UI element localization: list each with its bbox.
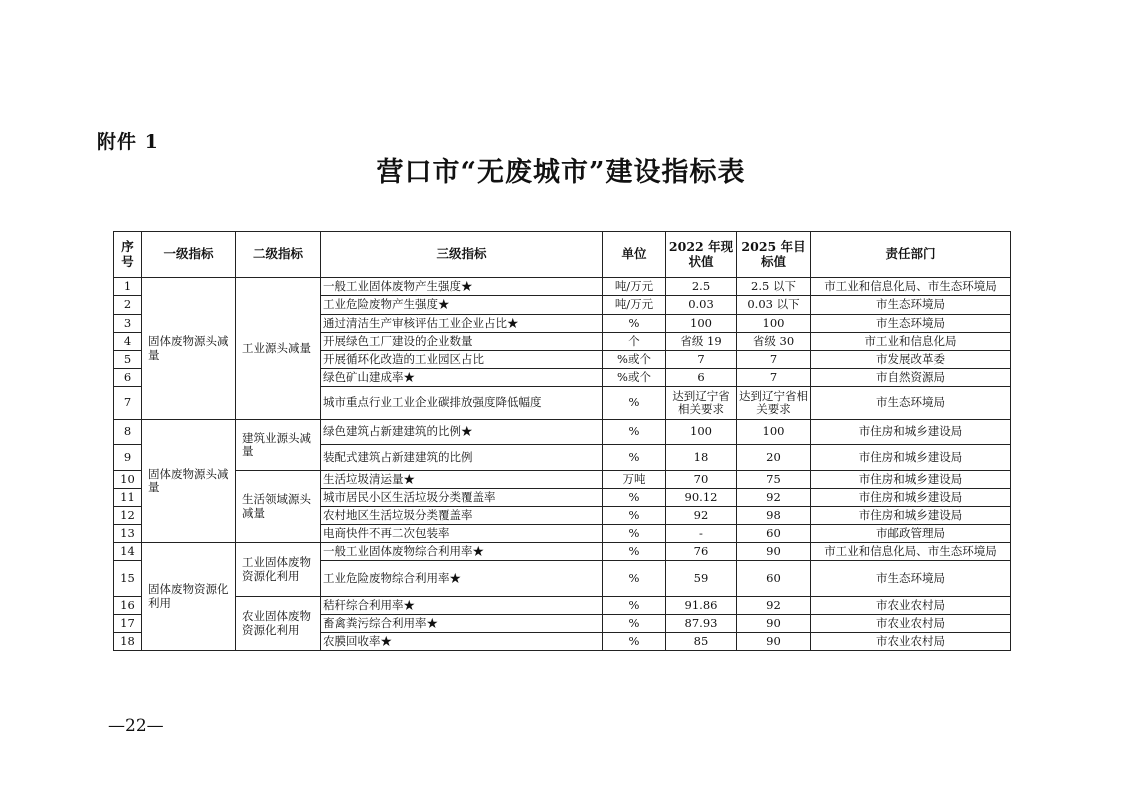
row-no: 3	[114, 315, 142, 333]
value-2022: 0.03	[666, 296, 737, 315]
value-2022: 100	[666, 315, 737, 333]
value-2025: 98	[737, 507, 811, 525]
value-2022: 2.5	[666, 278, 737, 296]
indicator-cell: 一般工业固体废物产生强度★	[321, 278, 603, 296]
row-no: 1	[114, 278, 142, 296]
indicator-cell: 农村地区生活垃圾分类覆盖率	[321, 507, 603, 525]
table-row	[114, 471, 1011, 489]
row-no: 11	[114, 489, 142, 507]
unit-cell: %或个	[603, 351, 666, 369]
value-2025: 92	[737, 489, 811, 507]
value-2025: 60	[737, 561, 811, 597]
indicator-cell: 生活垃圾清运量★	[321, 471, 603, 489]
row-no: 6	[114, 369, 142, 387]
table-header-row	[114, 232, 1011, 278]
unit-cell: %	[603, 615, 666, 633]
indicator-cell: 秸秆综合利用率★	[321, 597, 603, 615]
page-number: —22—	[108, 716, 164, 736]
unit-cell: 个	[603, 333, 666, 351]
value-2022: -	[666, 525, 737, 543]
indicator-cell: 农膜回收率★	[321, 633, 603, 651]
level2-cell: 农业固体废物资源化利用	[236, 597, 321, 651]
indicator-cell: 绿色矿山建成率★	[321, 369, 603, 387]
indicator-cell: 工业危险废物综合利用率★	[321, 561, 603, 597]
row-no: 8	[114, 420, 142, 445]
value-2025: 100	[737, 420, 811, 445]
dept-cell: 市生态环境局	[811, 387, 1011, 420]
value-2022: 6	[666, 369, 737, 387]
row-no: 4	[114, 333, 142, 351]
unit-cell: %	[603, 507, 666, 525]
dept-cell: 市工业和信息化局	[811, 333, 1011, 351]
table-row	[114, 543, 1011, 561]
value-2022: 18	[666, 445, 737, 471]
row-no: 12	[114, 507, 142, 525]
indicator-cell: 工业危险废物产生强度★	[321, 296, 603, 315]
table-row	[114, 278, 1011, 296]
header-level2: 二级指标	[236, 232, 321, 278]
value-2025: 20	[737, 445, 811, 471]
value-2022: 70	[666, 471, 737, 489]
row-no: 15	[114, 561, 142, 597]
row-no: 2	[114, 296, 142, 315]
header-level1: 一级指标	[142, 232, 236, 278]
table-row	[114, 420, 1011, 445]
dept-cell: 市生态环境局	[811, 296, 1011, 315]
attachment-label: 附件 1	[97, 131, 159, 153]
dept-cell: 市住房和城乡建设局	[811, 420, 1011, 445]
indicator-cell: 一般工业固体废物综合利用率★	[321, 543, 603, 561]
unit-cell: %	[603, 633, 666, 651]
value-2025: 60	[737, 525, 811, 543]
indicator-table	[113, 231, 1011, 651]
value-2025: 75	[737, 471, 811, 489]
unit-cell: %	[603, 597, 666, 615]
unit-cell: %	[603, 561, 666, 597]
indicator-cell: 畜禽粪污综合利用率★	[321, 615, 603, 633]
row-no: 7	[114, 387, 142, 420]
value-2025: 92	[737, 597, 811, 615]
level2-cell: 工业源头减量	[236, 278, 321, 420]
indicator-cell: 绿色建筑占新建建筑的比例★	[321, 420, 603, 445]
level2-cell: 建筑业源头减量	[236, 420, 321, 471]
dept-cell: 市邮政管理局	[811, 525, 1011, 543]
row-no: 14	[114, 543, 142, 561]
dept-cell: 市农业农村局	[811, 615, 1011, 633]
unit-cell: %	[603, 489, 666, 507]
dept-cell: 市自然资源局	[811, 369, 1011, 387]
level1-cell: 固体废物源头减量	[142, 420, 236, 543]
row-no: 16	[114, 597, 142, 615]
header-unit: 单位	[603, 232, 666, 278]
value-2025: 7	[737, 369, 811, 387]
value-2022: 85	[666, 633, 737, 651]
value-2022: 87.93	[666, 615, 737, 633]
unit-cell: 吨/万元	[603, 278, 666, 296]
header-seq: 序号	[114, 232, 142, 278]
row-no: 5	[114, 351, 142, 369]
dept-cell: 市住房和城乡建设局	[811, 445, 1011, 471]
header-dept: 责任部门	[811, 232, 1011, 278]
indicator-cell: 通过清洁生产审核评估工业企业占比★	[321, 315, 603, 333]
dept-cell: 市住房和城乡建设局	[811, 507, 1011, 525]
dept-cell: 市住房和城乡建设局	[811, 489, 1011, 507]
header-2025: 2025 年目标值	[737, 232, 811, 278]
row-no: 9	[114, 445, 142, 471]
dept-cell: 市工业和信息化局、市生态环境局	[811, 543, 1011, 561]
value-2025: 90	[737, 633, 811, 651]
unit-cell: %	[603, 387, 666, 420]
value-2022: 100	[666, 420, 737, 445]
table-row	[114, 597, 1011, 615]
value-2025: 7	[737, 351, 811, 369]
value-2025: 省级 30	[737, 333, 811, 351]
value-2025: 90	[737, 615, 811, 633]
dept-cell: 市农业农村局	[811, 633, 1011, 651]
value-2022: 90.12	[666, 489, 737, 507]
level1-cell: 固体废物源头减量	[142, 278, 236, 420]
unit-cell: %或个	[603, 369, 666, 387]
value-2022: 59	[666, 561, 737, 597]
value-2025: 0.03 以下	[737, 296, 811, 315]
indicator-cell: 开展循环化改造的工业园区占比	[321, 351, 603, 369]
indicator-cell: 开展绿色工厂建设的企业数量	[321, 333, 603, 351]
level1-cell: 固体废物资源化利用	[142, 543, 236, 651]
header-2022: 2022 年现状值	[666, 232, 737, 278]
dept-cell: 市农业农村局	[811, 597, 1011, 615]
unit-cell: %	[603, 525, 666, 543]
value-2022: 91.86	[666, 597, 737, 615]
dept-cell: 市生态环境局	[811, 561, 1011, 597]
value-2022: 7	[666, 351, 737, 369]
row-no: 18	[114, 633, 142, 651]
unit-cell: 吨/万元	[603, 296, 666, 315]
page-title: 营口市“无废城市”建设指标表	[376, 157, 746, 188]
unit-cell: %	[603, 543, 666, 561]
dept-cell: 市发展改革委	[811, 351, 1011, 369]
dept-cell: 市住房和城乡建设局	[811, 471, 1011, 489]
value-2022: 76	[666, 543, 737, 561]
value-2022: 92	[666, 507, 737, 525]
unit-cell: %	[603, 420, 666, 445]
value-2025: 2.5 以下	[737, 278, 811, 296]
value-2022: 达到辽宁省相关要求	[666, 387, 737, 420]
unit-cell: %	[603, 315, 666, 333]
value-2025: 90	[737, 543, 811, 561]
header-level3: 三级指标	[321, 232, 603, 278]
dept-cell: 市工业和信息化局、市生态环境局	[811, 278, 1011, 296]
indicator-cell: 电商快件不再二次包装率	[321, 525, 603, 543]
row-no: 13	[114, 525, 142, 543]
dept-cell: 市生态环境局	[811, 315, 1011, 333]
level2-cell: 工业固体废物资源化利用	[236, 543, 321, 597]
value-2025: 100	[737, 315, 811, 333]
indicator-cell: 装配式建筑占新建建筑的比例	[321, 445, 603, 471]
indicator-cell: 城市居民小区生活垃圾分类覆盖率	[321, 489, 603, 507]
indicator-cell: 城市重点行业工业企业碳排放强度降低幅度	[321, 387, 603, 420]
unit-cell: 万吨	[603, 471, 666, 489]
level2-cell: 生活领域源头减量	[236, 471, 321, 543]
value-2025: 达到辽宁省相关要求	[737, 387, 811, 420]
row-no: 17	[114, 615, 142, 633]
unit-cell: %	[603, 445, 666, 471]
row-no: 10	[114, 471, 142, 489]
value-2022: 省级 19	[666, 333, 737, 351]
